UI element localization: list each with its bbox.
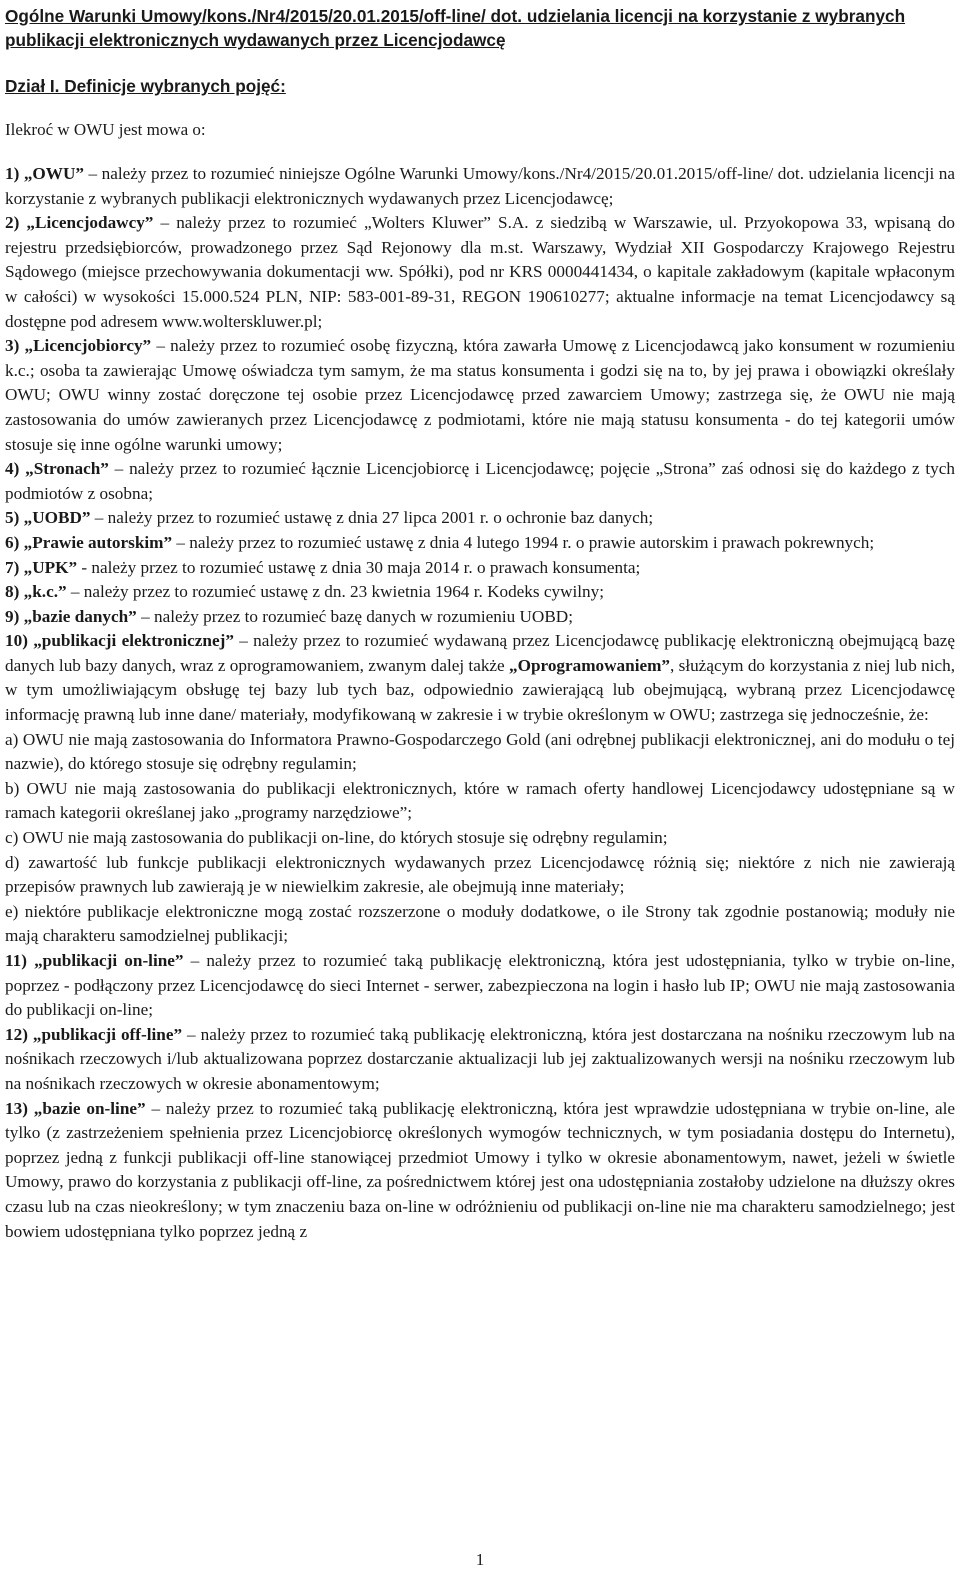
definition-item <box>5 728 955 777</box>
definition-text: – należy przez to rozumieć niniejsze Ogólne Warunki Umowy/kons./Nr4/2015/20.01.2015/off-line/ dot. udzielania licencji na korzystanie z wybranych publikacji elektronicznych wydawanych przez Licencjodawcę; <box>5 164 955 208</box>
document-page <box>5 4 955 1244</box>
definition-item <box>5 900 955 949</box>
definition-item <box>5 334 955 457</box>
definition-item <box>5 629 955 727</box>
definition-item <box>5 1097 955 1245</box>
definition-text: – należy przez to rozumieć bazę danych w rozumieniu UOBD; <box>136 606 573 626</box>
definition-text: b) OWU nie mają zastosowania do publikacji elektronicznych, które w ramach oferty handlowej Licencjodawcy udostępniane są w ramach kategorii określanej jako „programy narzędziowe”; <box>5 778 955 823</box>
definition-term: 2) „Licencjodawcy” <box>5 213 154 233</box>
definition-term: 7) „UPK” <box>5 557 78 577</box>
definition-term: 13) „bazie on-line” <box>5 1098 146 1118</box>
definition-text: – należy przez to rozumieć wydawaną przez Licencjodawcę publikację elektroniczną obejmującą bazę danych lub bazy danych, wraz z oprogramowaniem, zwanym dalej także <box>5 631 956 675</box>
definition-item <box>5 506 955 531</box>
definition-term: 5) „UOBD” <box>5 508 91 528</box>
definition-term-secondary: „Oprogramowaniem” <box>508 655 671 675</box>
definition-item <box>5 851 955 900</box>
intro-text: Ilekroć w OWU jest mowa o: <box>5 120 206 139</box>
definition-item <box>5 162 955 211</box>
definition-term: 1) „OWU” <box>5 164 84 183</box>
definition-text: c) OWU nie mają zastosowania do publikacji on-line, do których stosuje się odrębny regulamin; <box>5 828 668 848</box>
definition-item <box>5 605 955 630</box>
definition-term: 10) „publikacji elektronicznej” <box>5 631 234 651</box>
definition-text: a) OWU nie mają zastosowania do Informatora Prawno-Gospodarczego Gold (ani odrębnej publikacji elektronicznej, ani do modułu o tej nazwie), do którego stosuje się odrębny regulamin; <box>5 729 955 774</box>
definition-item <box>5 949 955 1023</box>
definition-text: – należy przez to rozumieć ustawę z dnia 4 lutego 1994 r. o prawie autorskim i prawach pokrewnych; <box>172 532 875 552</box>
definition-text: – należy przez to rozumieć ustawę z dnia 27 lipca 2001 r. o ochronie baz danych; <box>90 508 654 528</box>
definition-text: e) niektóre publikacje elektroniczne mogą zostać rozszerzone o moduły dodatkowe, o ile Strony tak zgodnie postanowią; moduły nie mają charakteru samodzielnej publikacji; <box>5 901 955 946</box>
definition-term: 9) „bazie danych” <box>5 606 137 626</box>
definition-text: – należy przez to rozumieć „Wolters Kluwer” S.A. z siedzibą w Warszawie, ul. Przyokopowa 33, wpisaną do rejestru przedsiębiorców, prowadzonego przez Sąd Rejonowy dla m.st. Warszawy, Wydział XII Gospodarczy Krajowego Rejestru Sądowego (miejsce przechowywania dokumentacji ww. Spółki), pod nr KRS 0000441434, o kapitale zakładowym (kapitale wpłaconym w całości) w wysokości 15.000.524 PLN, NIP: 583-001-89-31, REGON 190610277; aktualne informacje na temat Licencjodawcy są dostępne pod adresem www.wolterskluwer.pl; <box>5 213 956 331</box>
definition-term: 11) „publikacji on-line” <box>5 951 184 970</box>
definition-term: 3) „Licencjobiorcy” <box>5 336 152 356</box>
definition-text: – należy przez to rozumieć taką publikację elektroniczną, która jest wprawdzie udostępniana w trybie on-line, ale tylko (z zastrzeżeniem spełnienia przez Licencjobiorcę określonych wymogów technicznych, w tym posiadania dostępu do Internetu), poprzez jedną z funkcji publikacji off-line stanowiącej przedmiot Umowy i tylko w okresie abonamentowym, nawet, jeżeli w świetle Umowy, prawo do korzystania z publikacji off-line, za pośrednictwem której jest ona udostępniania zostałoby udzielone na dłuższy okres czasu lub na czas nieokreślony; w tym znaczeniu baza on-line w odróżnieniu od publikacji on-line nie ma charakteru samodzielnego; jest bowiem udostępniana tylko poprzez jedną z <box>5 1098 955 1241</box>
definition-item <box>5 556 955 581</box>
definition-term: 4) „Stronach” <box>5 459 109 479</box>
definition-text-continued: , służącym do korzystania z niej lub nich, w tym umożliwiającym obsługę tej bazy lub tych baz, odpowiednio zawierającą lub obejmującą, wybraną przez Licencjodawcę informację prawną lub inne dane/ materiały, modyfikowaną w zakresie i w trybie określonym w OWU; zastrzega się jednocześnie, że: <box>5 655 955 725</box>
definition-text: – należy przez to rozumieć łącznie Licencjobiorcę i Licencjodawcę; pojęcie „Strona” zaś odnosi się do każdego z tych podmiotów z osobna; <box>5 459 956 503</box>
definition-item <box>5 211 955 334</box>
definition-item <box>5 826 955 851</box>
definition-term: 6) „Prawie autorskim” <box>5 532 173 552</box>
definition-item <box>5 1023 955 1097</box>
definition-item <box>5 531 955 556</box>
definitions-list <box>5 162 955 1244</box>
definition-item <box>5 777 955 826</box>
document-title: Ogólne Warunki Umowy/kons./Nr4/2015/20.01.2015/off-line/ dot. udzielania licencji na korzystanie z wybranych publikacji elektronicznych wydawanych przez Licencjodawcę <box>5 6 906 50</box>
page-number: 1 <box>475 1550 485 1569</box>
definition-text: – należy przez to rozumieć ustawę z dn. 23 kwietnia 1964 r. Kodeks cywilny; <box>66 582 605 602</box>
definition-term: 12) „publikacji off-line” <box>5 1024 183 1044</box>
definition-text: – należy przez to rozumieć osobę fizyczną, która zawarła Umowę z Licencjodawcą jako konsument w rozumieniu k.c.; osoba ta zawierając Umowę oświadcza tym samym, że ma status konsumenta i godzi się na to, by jej prawa i obowiązki określały OWU; OWU winny zostać doręczone tej osobie przez Licencjodawcę przed zawarciem Umowy; zastrzega się, że OWU nie mają zastosowania do umów zawieranych przez Licencjodawcę z podmiotami, które nie mają statusu konsumenta - do tej kategorii umów stosuje się inne ogólne warunki umowy; <box>5 336 955 454</box>
definition-text: d) zawartość lub funkcje publikacji elektronicznych wydawanych przez Licencjodawcę różnią się; niektóre z nich nie zawierają przepisów prawnych lub zawierają je w niewielkim zakresie, ale obejmują inne materiały; <box>5 852 955 897</box>
definition-text: - należy przez to rozumieć ustawę z dnia 30 maja 2014 r. o prawach konsumenta; <box>77 557 641 577</box>
definition-item <box>5 457 955 506</box>
section-heading: Dział I. Definicje wybranych pojęć: <box>5 76 286 96</box>
definition-item <box>5 580 955 605</box>
definition-text: – należy przez to rozumieć taką publikację elektroniczną, która jest dostarczana na nośniku rzeczowym lub na nośnikach rzeczowych i/lub aktualizowana poprzez dostarczanie aktualizacji lub jej zaktualizowanych wersji na nośniku rzeczowym lub na nośnikach rzeczowych w okresie abonamentowym; <box>5 1024 956 1093</box>
definition-text: – należy przez to rozumieć taką publikację elektroniczną, która jest udostępniania, tylko w trybie on-line, poprzez - podłączony przez Licencjodawcę do sieci Internet - serwer, zabezpieczona na login i hasło lub IP; OWU nie mają zastosowania do publikacji on-line; <box>5 951 955 1020</box>
definition-term: 8) „k.c.” <box>5 582 67 602</box>
